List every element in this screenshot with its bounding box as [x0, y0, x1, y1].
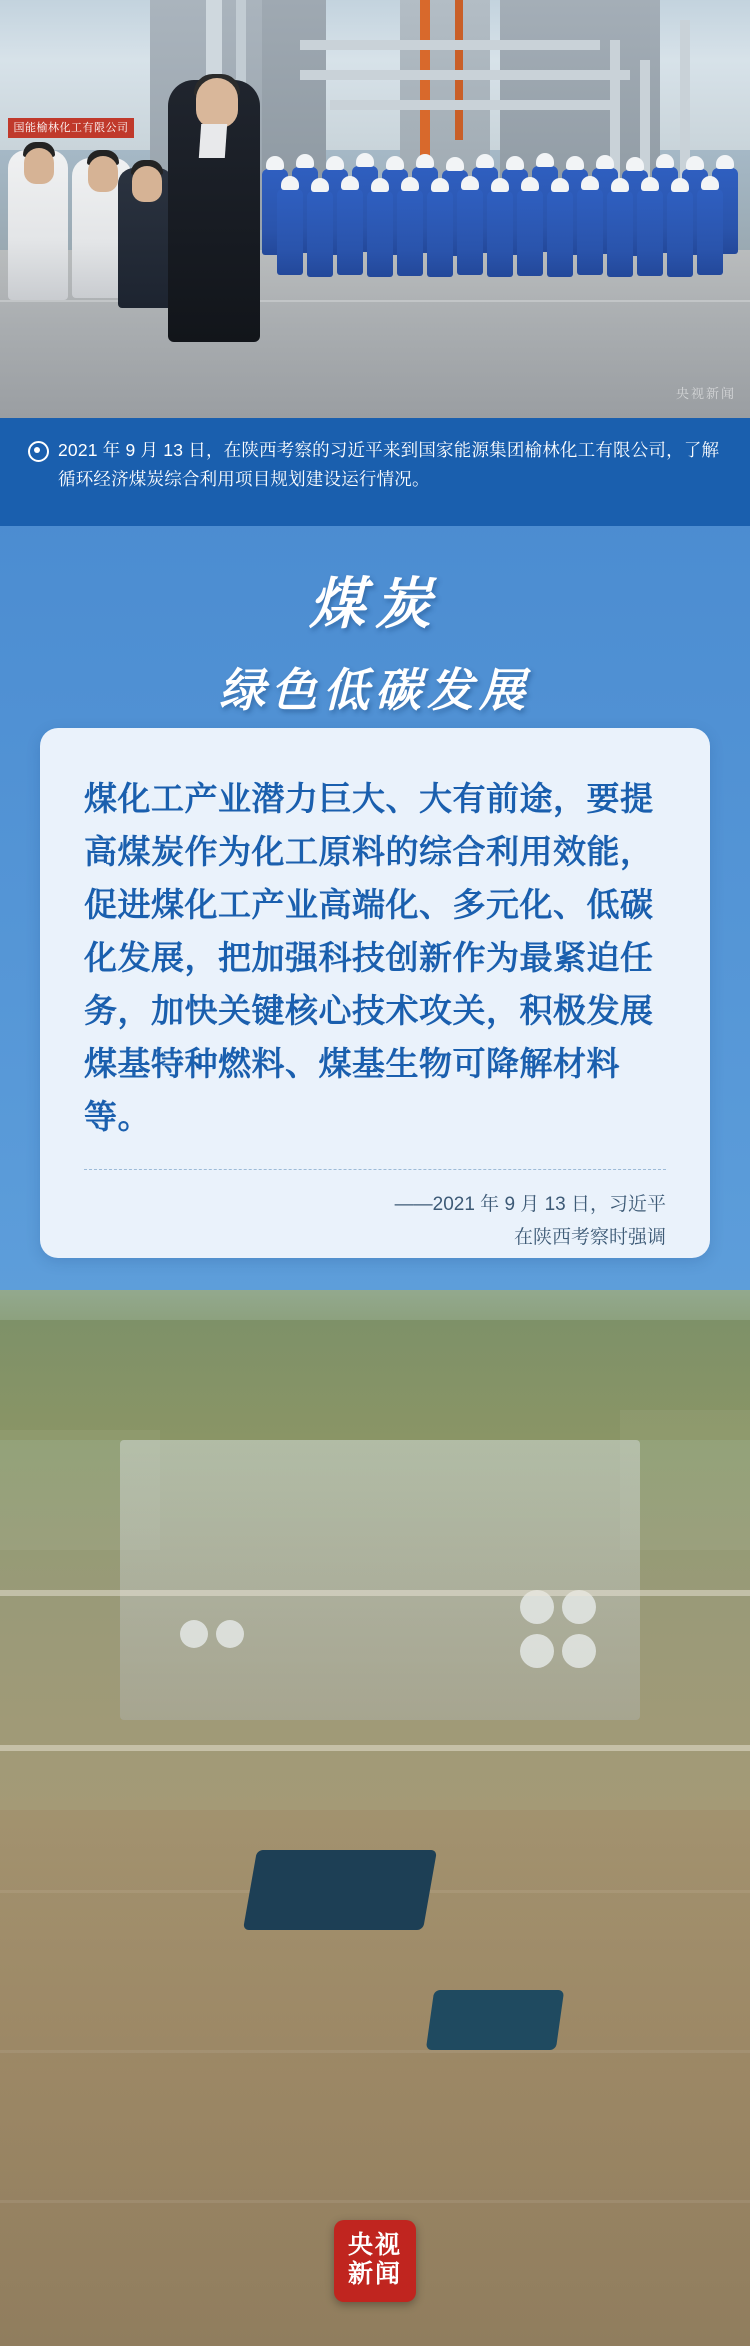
storage-tank-5 — [180, 1620, 208, 1648]
logo-line-1: 央视 — [347, 2231, 402, 2259]
photo-watermark: 央视新闻 — [675, 386, 736, 401]
aerial-road-1 — [0, 1590, 750, 1596]
bottom-photo — [0, 1290, 750, 2346]
official-head-3 — [132, 166, 162, 202]
circle-dot-icon — [28, 441, 49, 462]
caption-bar — [0, 418, 750, 526]
page-title-line2: 绿色低碳发展 — [219, 663, 531, 717]
title-block — [0, 560, 750, 720]
aerial-pond-2 — [426, 1990, 564, 2050]
aerial-pond-1 — [243, 1850, 437, 1930]
storage-tank-6 — [216, 1620, 244, 1648]
leader-head — [196, 78, 238, 128]
quote-attribution-line1: ——2021 年 9 月 13 日，习近平 — [394, 1194, 666, 1215]
top-photo — [0, 0, 750, 418]
page-title-line1: 煤炭 — [309, 571, 441, 637]
storage-tank-3 — [520, 1634, 554, 1668]
pipe-horizontal-3 — [330, 100, 610, 110]
aerial-track-2 — [0, 2050, 750, 2053]
official-head-2 — [88, 156, 118, 192]
worker-line — [262, 145, 750, 265]
pipe-horizontal-2 — [300, 70, 630, 80]
pipe-horizontal-1 — [300, 40, 600, 50]
quote-text: 煤化工产业潜力巨大、大有前途，要提高煤炭作为化工原料的综合利用效能，促进煤化工产业高端化、多元化、低碳化发展，把加强科技创新作为最紧迫任务，加快关键核心技术攻关，积极发展煤基特种燃料、煤基生物可降解材料等。 — [84, 780, 654, 1135]
logo-line-2: 新闻 — [347, 2260, 402, 2288]
ground-marking — [0, 300, 750, 302]
leader-shirt — [199, 124, 227, 158]
quote-card — [40, 728, 710, 1258]
aerial-road-2 — [0, 1745, 750, 1751]
aerial-track-3 — [0, 2200, 750, 2203]
official-head-1 — [24, 148, 54, 184]
caption-text: 2021 年 9 月 13 日，在陕西考察的习近平来到国家能源集团榆林化工有限公司，了解循环经济煤炭综合利用项目规划建设运行情况。 — [58, 440, 720, 489]
company-sign: 国能榆林化工有限公司 — [8, 118, 134, 138]
cctv-news-logo — [334, 2220, 416, 2302]
aerial-industrial-complex — [120, 1440, 640, 1720]
quote-divider — [84, 1169, 666, 1170]
storage-tank-4 — [562, 1634, 596, 1668]
quote-attribution-line2: 在陕西考察时强调 — [513, 1227, 666, 1248]
